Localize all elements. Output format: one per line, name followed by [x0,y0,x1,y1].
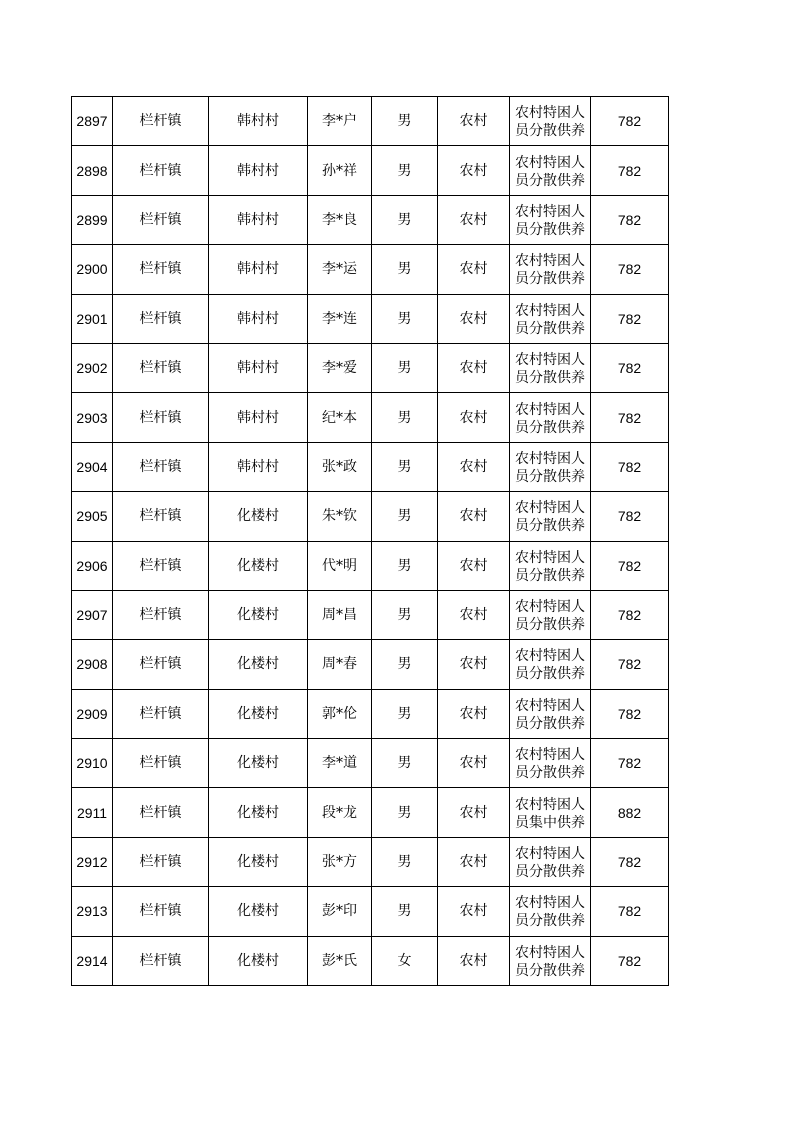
category-cell [510,492,591,541]
category-line: 员分散供养 [515,518,585,535]
table-row [72,245,669,294]
category-line: 农村特困人 [515,253,585,270]
village-cell: 韩村村 [209,195,308,244]
name-cell: 李*良 [308,195,372,244]
category-cell [510,146,591,195]
gender-cell: 男 [372,245,438,294]
row-number-cell: 2907 [72,590,113,639]
area-cell: 农村 [438,97,510,146]
category-cell [510,442,591,491]
amount-cell: 782 [591,689,669,738]
area-cell: 农村 [438,245,510,294]
row-number-cell: 2912 [72,837,113,886]
category-line: 员分散供养 [515,123,585,140]
town-cell: 栏杆镇 [113,245,209,294]
row-number-cell: 2909 [72,689,113,738]
village-cell: 化楼村 [209,887,308,936]
town-cell: 栏杆镇 [113,442,209,491]
amount-cell: 782 [591,739,669,788]
category-line: 员分散供养 [515,370,585,387]
town-cell: 栏杆镇 [113,393,209,442]
amount-cell: 782 [591,837,669,886]
gender-cell: 男 [372,343,438,392]
name-cell: 李*连 [308,294,372,343]
category-cell [510,739,591,788]
row-number-cell: 2900 [72,245,113,294]
amount-cell: 782 [591,541,669,590]
town-cell: 栏杆镇 [113,640,209,689]
category-line: 员分散供养 [515,666,585,683]
category-line: 农村特困人 [515,500,585,517]
category-cell [510,788,591,837]
row-number-cell: 2897 [72,97,113,146]
category-line: 农村特困人 [515,154,585,171]
gender-cell: 男 [372,837,438,886]
table-row [72,640,669,689]
table-row [72,492,669,541]
table-row [72,541,669,590]
category-line: 员分散供养 [515,419,585,436]
area-cell: 农村 [438,739,510,788]
area-cell: 农村 [438,936,510,985]
category-line: 农村特困人 [515,302,585,319]
area-cell: 农村 [438,195,510,244]
gender-cell: 男 [372,442,438,491]
row-number-cell: 2903 [72,393,113,442]
category-cell [510,936,591,985]
table-row [72,343,669,392]
gender-cell: 男 [372,195,438,244]
row-number-cell: 2899 [72,195,113,244]
category-line: 员分散供养 [515,962,585,979]
table-row [72,739,669,788]
gender-cell: 男 [372,689,438,738]
category-cell [510,245,591,294]
row-number-cell: 2911 [72,788,113,837]
area-cell: 农村 [438,492,510,541]
gender-cell: 男 [372,541,438,590]
category-cell [510,294,591,343]
area-cell: 农村 [438,590,510,639]
gender-cell: 男 [372,97,438,146]
category-line: 农村特困人 [515,401,585,418]
amount-cell: 782 [591,393,669,442]
category-line: 农村特困人 [515,105,585,122]
row-number-cell: 2908 [72,640,113,689]
category-line: 员分散供养 [515,567,585,584]
category-cell [510,343,591,392]
table-row [72,788,669,837]
amount-cell: 782 [591,640,669,689]
name-cell: 纪*本 [308,393,372,442]
village-cell: 化楼村 [209,492,308,541]
gender-cell: 男 [372,590,438,639]
town-cell: 栏杆镇 [113,541,209,590]
category-line: 农村特困人 [515,549,585,566]
town-cell: 栏杆镇 [113,689,209,738]
row-number-cell: 2905 [72,492,113,541]
town-cell: 栏杆镇 [113,788,209,837]
table-row [72,689,669,738]
category-line: 农村特困人 [515,697,585,714]
name-cell: 段*龙 [308,788,372,837]
amount-cell: 782 [591,887,669,936]
village-cell: 韩村村 [209,393,308,442]
row-number-cell: 2910 [72,739,113,788]
town-cell: 栏杆镇 [113,887,209,936]
roster-table [71,96,669,986]
table-row [72,837,669,886]
table-row [72,887,669,936]
name-cell: 李*户 [308,97,372,146]
amount-cell: 782 [591,97,669,146]
category-line: 员分散供养 [515,320,585,337]
row-number-cell: 2913 [72,887,113,936]
gender-cell: 男 [372,739,438,788]
village-cell: 化楼村 [209,590,308,639]
category-line: 农村特困人 [515,203,585,220]
village-cell: 化楼村 [209,541,308,590]
amount-cell: 782 [591,245,669,294]
category-cell [510,590,591,639]
gender-cell: 男 [372,492,438,541]
village-cell: 化楼村 [209,788,308,837]
amount-cell: 882 [591,788,669,837]
row-number-cell: 2898 [72,146,113,195]
village-cell: 化楼村 [209,689,308,738]
town-cell: 栏杆镇 [113,97,209,146]
category-line: 农村特困人 [515,846,585,863]
row-number-cell: 2914 [72,936,113,985]
town-cell: 栏杆镇 [113,837,209,886]
town-cell: 栏杆镇 [113,590,209,639]
category-cell [510,689,591,738]
name-cell: 彭*氏 [308,936,372,985]
name-cell: 朱*钦 [308,492,372,541]
table-row [72,195,669,244]
town-cell: 栏杆镇 [113,739,209,788]
table-row [72,393,669,442]
amount-cell: 782 [591,343,669,392]
town-cell: 栏杆镇 [113,936,209,985]
town-cell: 栏杆镇 [113,343,209,392]
amount-cell: 782 [591,146,669,195]
category-cell [510,640,591,689]
amount-cell: 782 [591,442,669,491]
name-cell: 李*道 [308,739,372,788]
town-cell: 栏杆镇 [113,146,209,195]
category-line: 员分散供养 [515,864,585,881]
amount-cell: 782 [591,936,669,985]
category-line: 农村特困人 [515,944,585,961]
name-cell: 彭*印 [308,887,372,936]
amount-cell: 782 [591,492,669,541]
category-line: 员集中供养 [515,814,585,831]
town-cell: 栏杆镇 [113,492,209,541]
category-line: 员分散供养 [515,715,585,732]
table-row [72,590,669,639]
area-cell: 农村 [438,887,510,936]
gender-cell: 女 [372,936,438,985]
category-line: 农村特困人 [515,648,585,665]
category-cell [510,541,591,590]
category-line: 员分散供养 [515,765,585,782]
table-row [72,294,669,343]
gender-cell: 男 [372,887,438,936]
town-cell: 栏杆镇 [113,294,209,343]
name-cell: 代*明 [308,541,372,590]
amount-cell: 782 [591,195,669,244]
village-cell: 韩村村 [209,97,308,146]
table-row [72,936,669,985]
town-cell: 栏杆镇 [113,195,209,244]
village-cell: 韩村村 [209,343,308,392]
amount-cell: 782 [591,294,669,343]
area-cell: 农村 [438,442,510,491]
area-cell: 农村 [438,146,510,195]
gender-cell: 男 [372,640,438,689]
category-line: 农村特困人 [515,895,585,912]
name-cell: 李*爱 [308,343,372,392]
area-cell: 农村 [438,689,510,738]
village-cell: 化楼村 [209,936,308,985]
table-row [72,442,669,491]
village-cell: 韩村村 [209,245,308,294]
area-cell: 农村 [438,788,510,837]
area-cell: 农村 [438,541,510,590]
category-line: 农村特困人 [515,450,585,467]
table-row [72,97,669,146]
row-number-cell: 2904 [72,442,113,491]
village-cell: 韩村村 [209,442,308,491]
village-cell: 韩村村 [209,294,308,343]
area-cell: 农村 [438,393,510,442]
category-line: 农村特困人 [515,352,585,369]
category-line: 农村特困人 [515,599,585,616]
row-number-cell: 2906 [72,541,113,590]
village-cell: 化楼村 [209,837,308,886]
area-cell: 农村 [438,343,510,392]
category-cell [510,195,591,244]
name-cell: 周*昌 [308,590,372,639]
gender-cell: 男 [372,393,438,442]
village-cell: 韩村村 [209,146,308,195]
village-cell: 化楼村 [209,739,308,788]
row-number-cell: 2902 [72,343,113,392]
name-cell: 孙*祥 [308,146,372,195]
name-cell: 李*运 [308,245,372,294]
name-cell: 张*政 [308,442,372,491]
table-body [72,97,669,986]
gender-cell: 男 [372,788,438,837]
village-cell: 化楼村 [209,640,308,689]
category-cell [510,393,591,442]
category-line: 员分散供养 [515,468,585,485]
category-cell [510,97,591,146]
area-cell: 农村 [438,294,510,343]
area-cell: 农村 [438,837,510,886]
category-cell [510,837,591,886]
category-line: 员分散供养 [515,271,585,288]
name-cell: 周*春 [308,640,372,689]
name-cell: 张*方 [308,837,372,886]
name-cell: 郭*伦 [308,689,372,738]
gender-cell: 男 [372,294,438,343]
table-row [72,146,669,195]
category-line: 员分散供养 [515,221,585,238]
category-cell [510,887,591,936]
category-line: 员分散供养 [515,617,585,634]
category-line: 农村特困人 [515,796,585,813]
category-line: 员分散供养 [515,172,585,189]
area-cell: 农村 [438,640,510,689]
row-number-cell: 2901 [72,294,113,343]
category-line: 农村特困人 [515,747,585,764]
gender-cell: 男 [372,146,438,195]
amount-cell: 782 [591,590,669,639]
category-line: 员分散供养 [515,913,585,930]
